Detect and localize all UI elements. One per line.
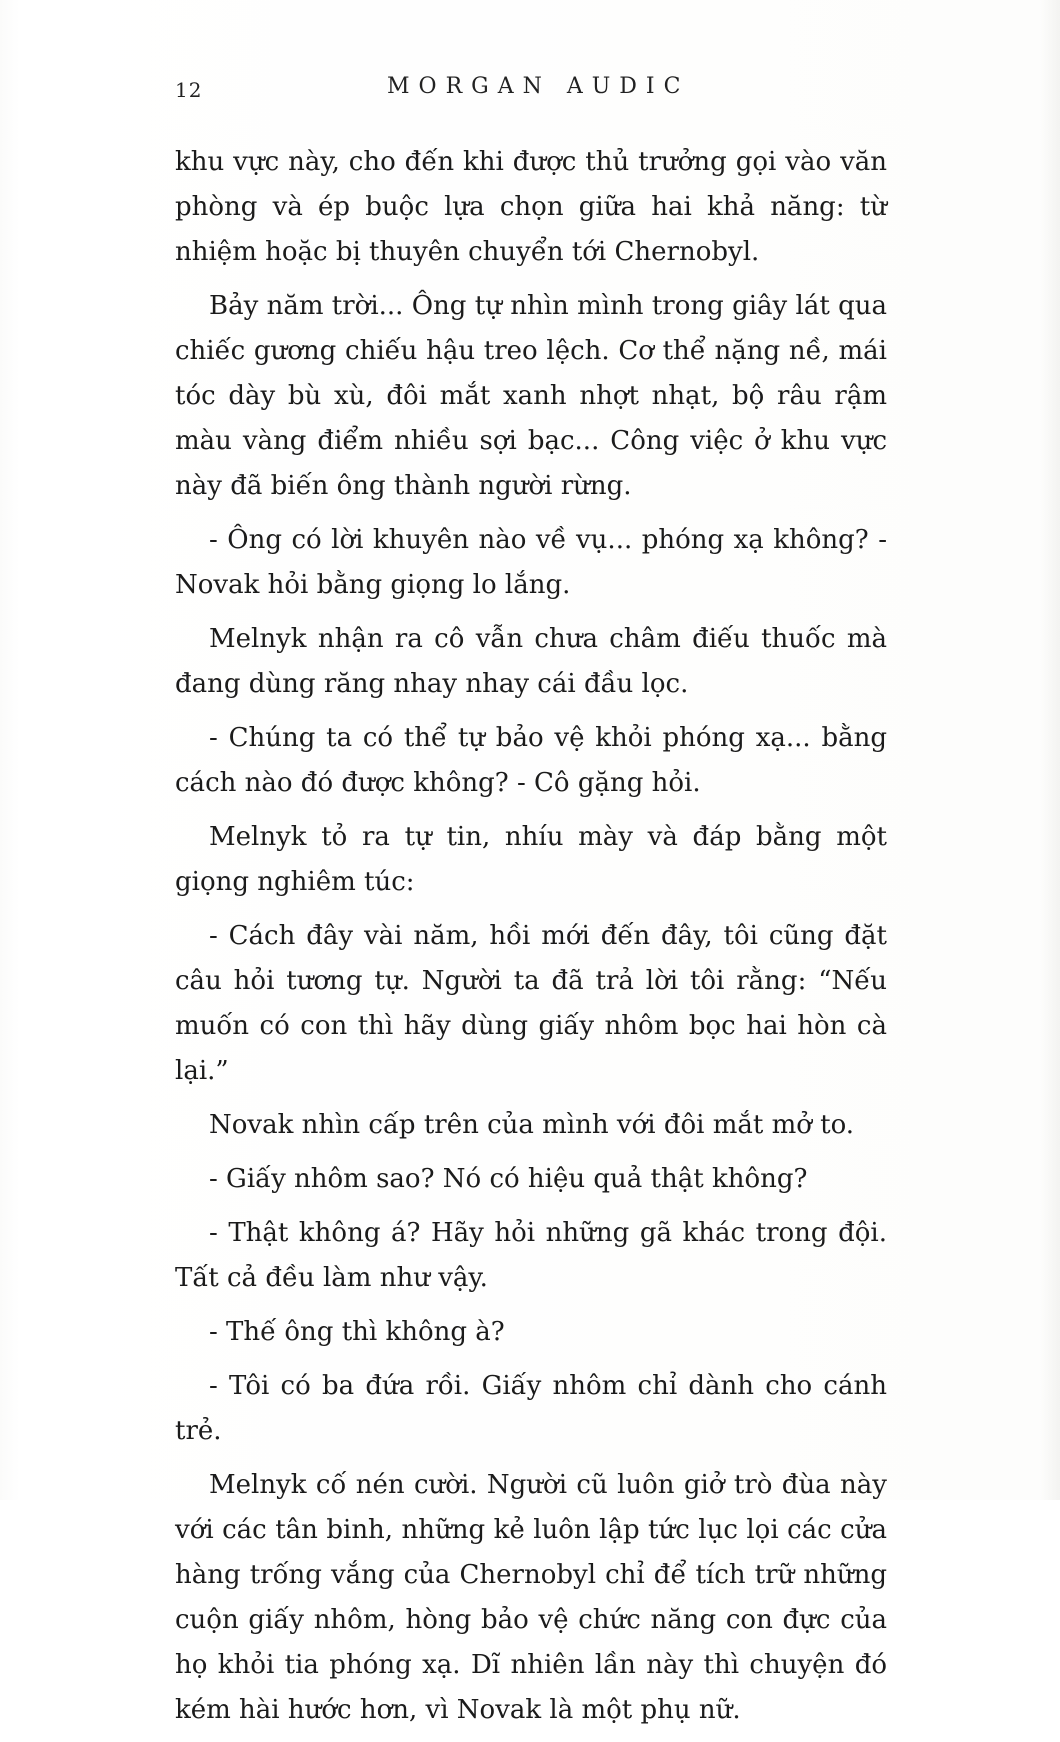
paragraph: - Thế ông thì không à?	[209, 1317, 505, 1347]
paragraph: - Cách đây vài năm, hồi mới đến đây, tôi cũng đặt câu hỏi tương tự. Người ta đã trả lời tôi rằng: “Nếu muốn có con thì hãy dùng giấy nhôm bọc hai hòn cà lại.”	[175, 921, 887, 1086]
page-number: 12	[175, 78, 203, 102]
paragraph: - Chúng ta có thể tự bảo vệ khỏi phóng xạ... bằng cách nào đó được không? - Cô gặng hỏi.	[175, 723, 887, 798]
paragraph: Melnyk nhận ra cô vẫn chưa châm điếu thuốc mà đang dùng răng nhay nhay cái đầu lọc.	[175, 624, 887, 699]
paragraph: khu vực này, cho đến khi được thủ trưởng gọi vào văn phòng và ép buộc lựa chọn giữa hai khả năng: từ nhiệm hoặc bị thuyên chuyển tới Chernobyl.	[175, 147, 887, 267]
paragraph: - Thật không á? Hãy hỏi những gã khác trong đội. Tất cả đều làm như vậy.	[175, 1218, 887, 1293]
page-header	[0, 72, 1060, 108]
running-head-author: MORGAN AUDIC	[387, 74, 690, 99]
paragraph: Novak nhìn cấp trên của mình với đôi mắt mở to.	[209, 1110, 855, 1140]
paragraph: Melnyk cố nén cười. Người cũ luôn giở trò đùa này với các tân binh, những kẻ luôn lập tức lục lọi các cửa hàng trống vắng của Chernobyl chỉ để tích trữ những cuộn giấy nhôm, hòng bảo vệ chức năng con đực của họ khỏi tia phóng xạ. Dĩ nhiên lần này thì chuyện đó kém hài hước hơn, vì Novak là một phụ nữ.	[175, 1470, 887, 1725]
paragraph: Melnyk tỏ ra tự tin, nhíu mày và đáp bằng một giọng nghiêm túc:	[175, 822, 887, 897]
body-text	[175, 140, 887, 1742]
paragraph: - Ông có lời khuyên nào về vụ... phóng xạ không? - Novak hỏi bằng giọng lo lắng.	[175, 525, 887, 600]
paragraph: - Giấy nhôm sao? Nó có hiệu quả thật không?	[209, 1164, 808, 1194]
paragraph: - Tôi có ba đứa rồi. Giấy nhôm chỉ dành cho cánh trẻ.	[175, 1371, 887, 1446]
paragraph: Bảy năm trời... Ông tự nhìn mình trong giây lát qua chiếc gương chiếu hậu treo lệch. Cơ thể nặng nề, mái tóc dày bù xù, đôi mắt xanh nhợt nhạt, bộ râu rậm màu vàng điểm nhiều sợi bạc... Công việc ở khu vực này đã biến ông thành người rừng.	[175, 291, 887, 501]
